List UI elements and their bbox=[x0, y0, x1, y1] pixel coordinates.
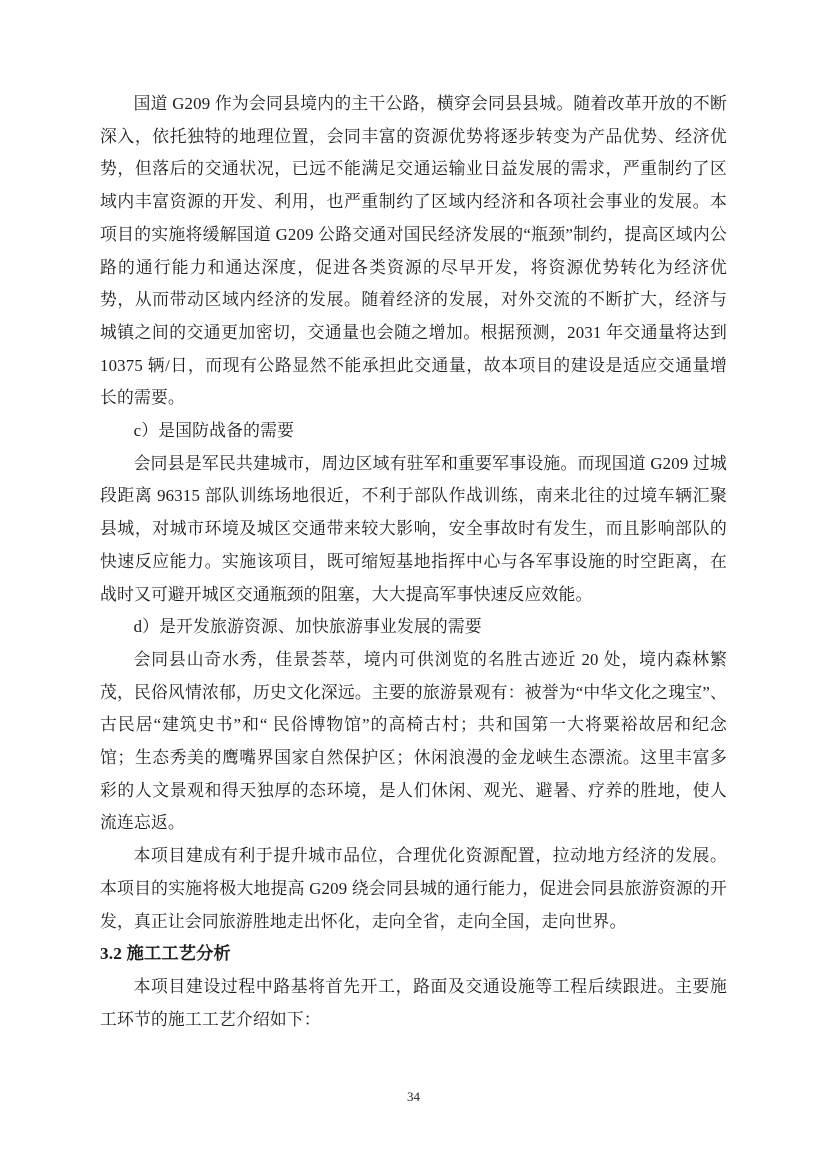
paragraph-tourism-resources: 会同县山奇水秀，佳景荟萃，境内可供浏览的名胜古迹近 20 处，境内森林繁茂，民俗风情浓郁，历史文化深远。主要的旅游景观有：被誉为“中华文化之瑰宝”、古民居“建筑史书”和“ 民俗博物馆”的高椅古村；共和国第一大将粟裕故居和纪念馆；生态秀美的鹰嘴界国家自然保护区；休闲浪漫的金龙峡生态漂流。这里丰富多彩的人文景观和得天独厚的态环境，是人们休闲、观光、避暑、疗养的胜地，使人流连忘返。 bbox=[100, 649, 727, 833]
subheading-c-national-defense: c）是国防战备的需要 bbox=[133, 421, 295, 441]
page-number: 34 bbox=[407, 1089, 420, 1104]
document-body bbox=[100, 88, 727, 1036]
paragraph-city-upgrade-benefits: 本项目建成有利于提升城市品位，合理优化资源配置，拉动地方经济的发展。本项目的实施将极大地提高 G209 绕会同县城的通行能力，促进会同县旅游资源的开发，真正让会同旅游胜地走出怀化，走向全省，走向全国，走向世界。 bbox=[100, 846, 727, 931]
section-heading-3-2-construction-process: 3.2 施工工艺分析 bbox=[100, 944, 231, 964]
paragraph-construction-intro: 本项目建设过程中路基将首先开工，路面及交通设施等工程后续跟进。主要施工环节的施工工艺介绍如下： bbox=[100, 976, 727, 1029]
paragraph-road-economic-significance: 国道 G209 作为会同县境内的主干公路，横穿会同县县城。随着改革开放的不断深入，依托独特的地理位置，会同丰富的资源优势将逐步转变为产品优势、经济优势，但落后的交通状况，已远不能满足交通运输业日益发展的需求，严重制约了区域内丰富资源的开发、利用，也严重制约了区域内经济和各项社会事业的发展。本项目的实施将缓解国道 G209 公路交通对国民经济发展的“瓶颈”制约，提高区域内公路的通行能力和通达深度，促进各类资源的尽早开发，将资源优势转化为经济优势，从而带动区域内经济的发展。随着经济的发展，对外交流的不断扩大，经济与城镇之间的交通更加密切，交通量也会随之增加。根据预测，2031 年交通量将达到 10375 辆/日，而现有公路显然不能承担此交通量，故本项目的建设是适应交通量增长的需要。 bbox=[100, 94, 727, 408]
subheading-d-tourism-development: d）是开发旅游资源、加快旅游事业发展的需要 bbox=[133, 617, 482, 637]
paragraph-national-defense: 会同县是军民共建城市，周边区域有驻军和重要军事设施。而现国道 G209 过城段距离 96315 部队训练场地很近，不利于部队作战训练，南来北往的过境车辆汇聚县城，对城市环境及城区交通带来较大影响，安全事故时有发生，而且影响部队的快速反应能力。实施该项目，既可缩短基地指挥中心与各军事设施的时空距离，在战时又可避开城区交通瓶颈的阻塞，大大提高军事快速反应效能。 bbox=[100, 453, 727, 604]
